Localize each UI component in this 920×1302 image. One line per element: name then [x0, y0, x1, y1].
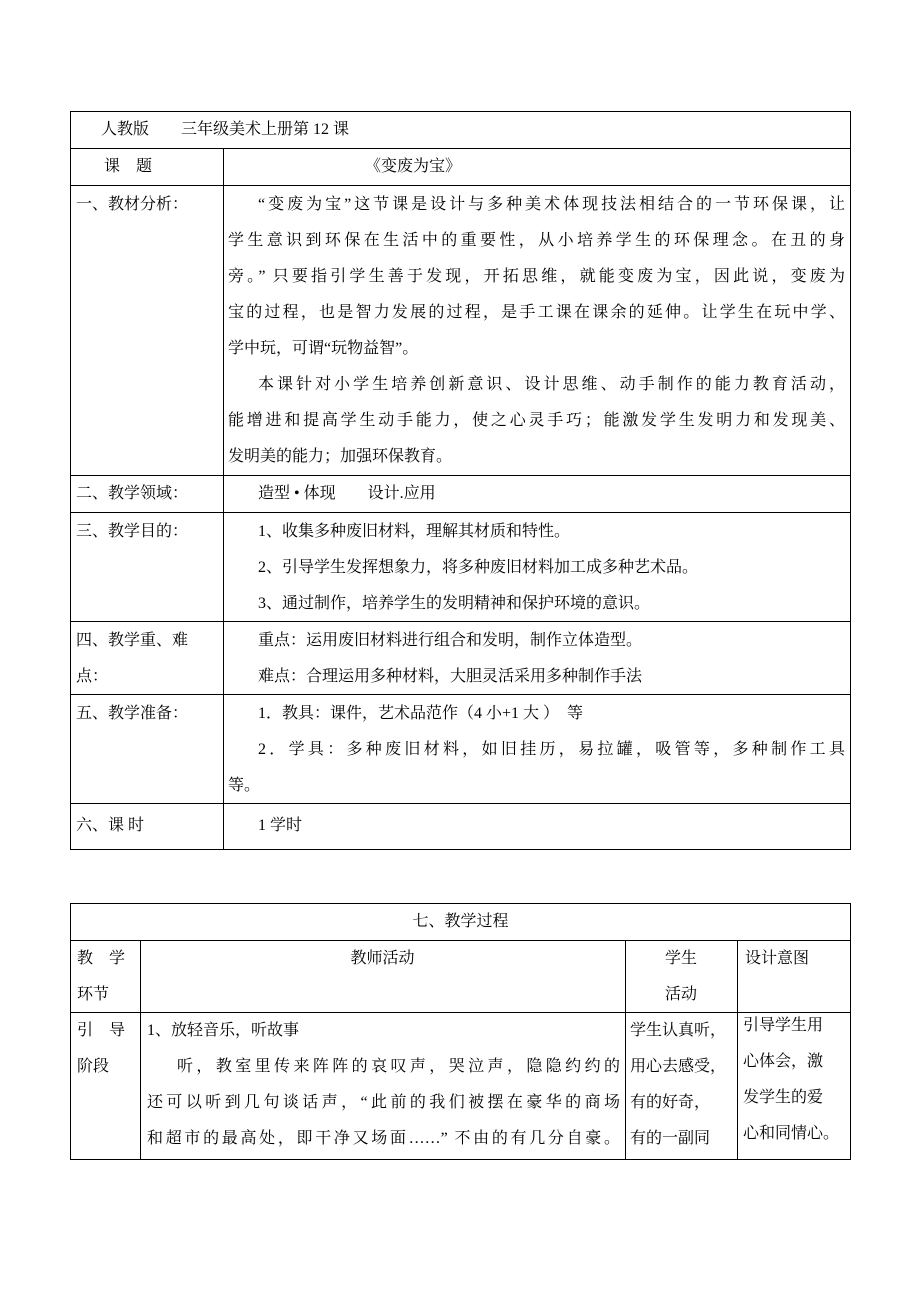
analysis-line: 学生意识到环保在生活中的重要性，从小培养学生的环保理念。在丑的身 [228, 232, 845, 249]
topic-label: 课 题 [104, 158, 153, 175]
focus-label-cont: 点： [76, 668, 109, 685]
student-line: 学生认真听， [630, 1022, 727, 1039]
process-title: 七、教学过程 [412, 913, 509, 930]
analysis-line: 能增进和提高学生动手能力，使之心灵手巧；能激发学生发明力和发现美、 [228, 412, 845, 429]
intent-line: 发学生的爱 [743, 1089, 824, 1106]
header-stage-cont: 环节 [77, 986, 110, 1003]
prep-label: 五、教学准备： [76, 705, 189, 722]
goal-item: 2、引导学生发挥想象力，将多种废旧材料加工成多种艺术品。 [258, 559, 699, 576]
teacher-line: 听，教室里传来阵阵的哀叹声，哭泣声，隐隐约约的 [177, 1058, 620, 1075]
domain-label: 二、教学领域： [76, 485, 189, 502]
prep-line: 等。 [228, 777, 261, 794]
analysis-line: 旁。” 只要指引学生善于发现，开拓思维，就能变废为宝，因此说，变废为 [228, 268, 845, 285]
focus-hard: 难点：合理运用多种材料，大胆灵活采用多种制作手法 [258, 668, 643, 685]
topic-value: 《变废为宝》 [365, 158, 462, 175]
intent-line: 心体会，激 [743, 1053, 824, 1070]
student-line: 有的一副同 [630, 1130, 711, 1147]
analysis-line: 发明美的能力；加强环保教育。 [228, 448, 453, 465]
focus-key: 重点：运用废旧材料进行组合和发明，制作立体造型。 [258, 632, 643, 649]
analysis-line: 本课针对小学生培养创新意识、设计思维、动手制作的能力教育活动， [258, 376, 845, 393]
student-line: 有的好奇， [630, 1094, 711, 1111]
goals-label: 三、教学目的： [76, 523, 189, 540]
domain-value: 造型 • 体现 设计.应用 [258, 485, 436, 502]
row-divider [70, 185, 851, 186]
student-line: 用心去感受， [630, 1058, 727, 1075]
intent-line: 心和同情心。 [743, 1125, 840, 1142]
header-stage: 教 学 [77, 950, 126, 967]
analysis-label: 一、教材分析： [76, 196, 189, 213]
focus-label: 四、教学重、难 [76, 632, 189, 649]
column-divider [223, 148, 224, 849]
column-divider [737, 940, 738, 1160]
stage-cell-cont: 阶段 [77, 1058, 110, 1075]
hours-value: 1 学时 [258, 817, 303, 834]
teacher-line: 1、放轻音乐，听故事 [147, 1022, 300, 1039]
header-teacher: 教师活动 [350, 950, 415, 967]
goal-item: 1、收集多种废旧材料，理解其材质和特性。 [258, 523, 571, 540]
stage-cell: 引 导 [77, 1022, 126, 1039]
analysis-line: 宝的过程，也是智力发展的过程，是手工课在课余的延伸。让学生在玩中学、 [228, 304, 845, 321]
intent-line: 引导学生用 [743, 1017, 824, 1034]
hours-label: 六、课 时 [76, 817, 145, 834]
header-intent: 设计意图 [745, 950, 810, 967]
row-divider [70, 512, 851, 513]
header-student: 学生 [664, 950, 697, 967]
goal-item: 3、通过制作，培养学生的发明精神和保护环境的意识。 [258, 595, 651, 612]
lesson-header: 人教版 三年级美术上册第 12 课 [101, 121, 350, 138]
analysis-line: 学中玩，可谓“玩物益智”。 [228, 340, 419, 357]
row-divider [70, 803, 851, 804]
prep-line: 2．学具：多种废旧材料，如旧挂历，易拉罐，吸管等，多种制作工具 [258, 741, 845, 758]
teacher-line: 和超市的最高处，即干净又场面……” 不由的有几分自豪。 [147, 1130, 620, 1147]
prep-line: 1．教具：课件，艺术品范作（4 小+1 大 ） 等 [258, 705, 584, 722]
teacher-line: 还可以听到几句谈话声，“此前的我们被摆在豪华的商场 [147, 1094, 620, 1111]
header-student-cont: 活动 [664, 986, 697, 1003]
analysis-line: “变废为宝”这节课是设计与多种美术体现技法相结合的一节环保课，让 [258, 196, 845, 213]
